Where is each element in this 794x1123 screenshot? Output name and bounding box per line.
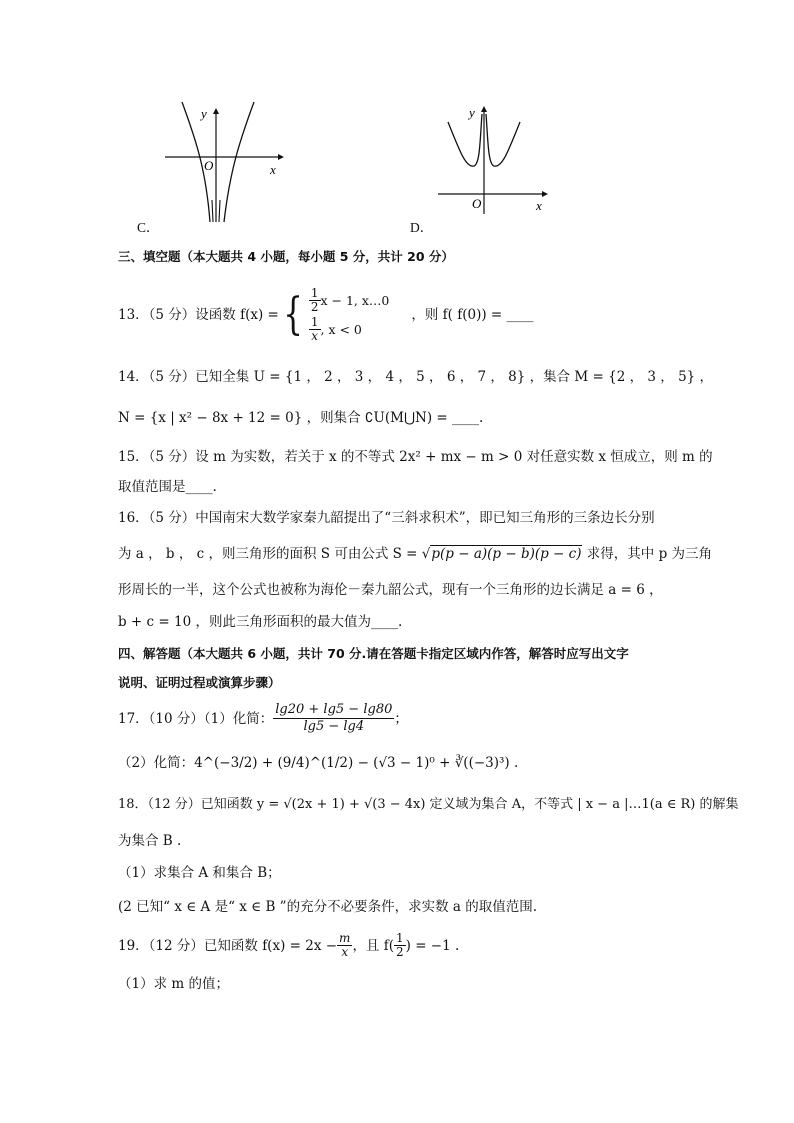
graph-d-y-label: y [469,105,475,120]
question-16-line-2 [118,545,712,563]
question-14-line-2: N = {x | x² − 8x + 12 = 0} ，则集合 ∁U(M⋃N) = ____. [118,410,484,426]
graph-c-origin-label: O [204,158,214,173]
graph-d [432,100,552,215]
q13-tail: ，则 f( f(0)) = ____ [411,307,534,323]
q13-case-2 [309,316,390,343]
question-19-line-1 [118,932,459,959]
question-18-line-1: 18．（12 分）已知函数 y = √(2x + 1) + √(3 − 4x) 定义域为集合 A，不等式 | x − a |…1(a ∈ R) 的解集 [118,797,739,812]
q19-frac [337,932,352,959]
q16-heron-formula: p(p − a)(p − b)(p − c) [431,546,582,562]
question-16-line-3: 形周长的一半，这个公式也被称为海伦－秦九韶公式，现有一个三角形的边长满足 a = 6 ， [118,582,663,598]
question-16-line-1: 16．（5 分）中国南宋大数学家秦九韶提出了“三斜求积术”，即已知三角形的三条边长分别 [118,510,655,526]
q13-lead: 13．（5 分）设函数 f(x) = [118,307,279,323]
q17-part1-frac [273,702,394,735]
question-18-line-2: 为集合 B . [118,833,182,849]
q13-case1-frac [309,287,321,314]
q13-case2-num: 1 [310,315,319,329]
q13-case1-rest: x − 1, x…0 [320,292,390,308]
question-18-sub-1: （1）求集合 A 和集合 B； [118,865,281,881]
graph-d-x-label: x [536,198,542,213]
q16-sqrt-symbol: √ [421,546,431,562]
q13-case2-frac [309,316,321,343]
section4-heading-line-1: 四、解答题（本大题共 6 小题，共计 70 分.请在答题卡指定区域内作答，解答时应写出文字 [118,646,629,661]
option-c-label: C． [137,220,160,235]
section3-heading: 三、填空题（本大题共 4 小题，每小题 5 分，共计 20 分） [118,249,454,264]
graph-c-x-label: x [270,162,276,177]
graph-d-svg [432,100,552,215]
q17-part1-lead: 17．（10 分）（1）化简： [118,710,274,727]
q19-arg-den: 2 [396,945,404,959]
question-13 [118,282,534,348]
q16-line2-lead: 为 a ， b ， c ，则三角形的面积 S 可由公式 S = [118,546,422,562]
question-19-sub-1: （1）求 m 的值； [118,976,229,992]
q16-line2-tail: 求得，其中 p 为三角 [582,546,712,562]
question-15-line-2: 取值范围是____. [118,479,217,495]
q19-tail: ) = −1 . [405,937,460,954]
question-17-part-1 [118,702,408,735]
q13-case1-den: 2 [310,300,319,314]
question-17-part-2: （2）化简：4^(−3/2) + (9/4)^(1/2) − (√3 − 1)⁰ + ∛((−3)³) . [118,755,519,771]
question-16-line-4: b + c = 10 ，则此三角形面积的最大值为____. [118,614,403,630]
q13-case2-den: x [311,329,319,343]
option-d-label: D． [410,220,434,235]
graph-c-svg [160,100,290,225]
q17-part1-num: lg20 + lg5 − lg80 [275,702,393,717]
question-18-sub-2: (2 已知“ x ∈ A 是“ x ∈ B ”的充分不必要条件，求实数 a 的取值范围. [118,899,537,915]
q19-mid: ，且 f( [352,937,394,954]
q13-cases [309,287,390,343]
q13-case2-rest: , x < 0 [320,321,362,337]
question-15-line-1: 15．（5 分）设 m 为实数，若关于 x 的不等式 2x² + mx − m > 0 对任意实数 x 恒成立，则 m 的 [118,449,713,465]
section4-heading-line-2: 说明、证明过程或演算步骤） [118,675,281,690]
q13-case-1 [309,287,390,314]
q19-lead: 19．（12 分）已知函数 f(x) = 2x − [118,937,338,954]
q17-part1-den: lg5 − lg4 [303,719,365,734]
q19-arg-num: 1 [396,931,404,945]
q19-frac-den: x [341,945,349,959]
q17-part1-tail: ； [394,710,408,727]
graph-c [160,100,290,225]
q19-arg-frac [394,932,406,959]
q13-case1-num: 1 [310,286,319,300]
question-14-line-1: 14．（5 分）已知全集 U = {1 ， 2 ， 3 ， 4 ， 5 ， 6 ， 7 ， 8} ，集合 M = {2 ， 3 ， 5} ， [118,369,714,385]
q13-brace: { [283,289,303,340]
q19-frac-num: m [339,931,351,945]
graph-d-origin-label: O [472,196,482,211]
graph-c-y-label: y [201,106,207,121]
